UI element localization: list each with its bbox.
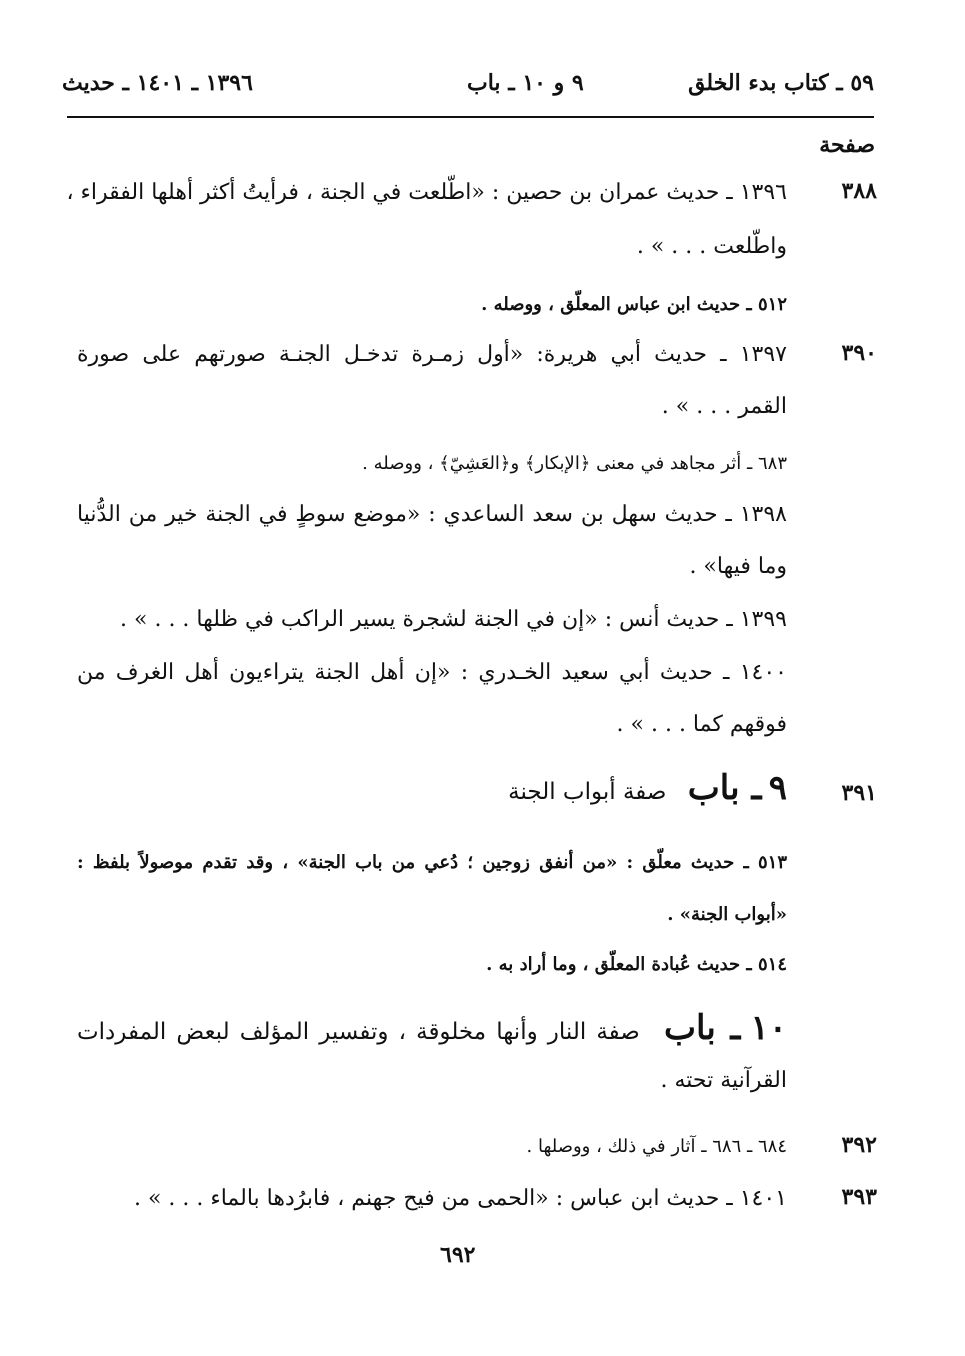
chapter-number: ١٠ [750, 1008, 788, 1048]
entry-line: وما فيها» . [689, 554, 787, 579]
entry-line: ١٣٩٩ ـ حديث أنس : «إن في الجنة لشجرة يسير الراكب في ظلها . . . » . [120, 607, 787, 632]
chapter-number: ٩ [768, 768, 787, 808]
header-book-title: ٥٩ ـ كتاب بدء الخلق [688, 70, 874, 96]
header-hadith-range: ١٣٩٦ ـ ١٤٠١ ـ حديث [62, 70, 253, 96]
page-ref: ٣٩٢ [841, 1132, 877, 1158]
entry-line: فوقهم كما . . . » . [616, 712, 787, 737]
running-header [62, 62, 874, 102]
entry-line: واطّلعت . . . » . [636, 234, 787, 259]
entry-line: ٥١٢ ـ حديث ابن عباس المعلّق ، ووصله . [481, 294, 787, 315]
entry-line: ١٣٩٧ ـ حديث أبي هريرة: «أول زمـرة تدخـل الجنـة صورتهم على صورة [77, 342, 787, 367]
entry-line: «أبواب الجنة» . [667, 904, 787, 925]
entry-line: ٥١٣ ـ حديث معلّق : «من أنفق زوجين ؛ دُعي من باب الجنة» ، وقد تقدم موصولاً بلفظ : [77, 852, 787, 873]
page-ref: ٣٩٣ [841, 1184, 877, 1210]
chapter-title: صفة أبواب الجنة [508, 779, 667, 805]
page-column-label: صفحة [819, 132, 875, 158]
header-rule [67, 116, 874, 118]
chapter-title-continued: القرآنية تحته . [660, 1068, 787, 1093]
chapter-heading [77, 1008, 787, 1048]
entry-line: ٦٨٣ ـ أثر مجاهد في معنى ﴿الإبكار﴾ و﴿العَشِيّ﴾ ، ووصله . [362, 453, 787, 474]
chapter-label: ـ باب [663, 1008, 741, 1048]
chapter-label: ـ باب [687, 768, 762, 808]
entry-line: ١٤٠١ ـ حديث ابن عباس : «الحمى من فيح جهنم ، فابرُدها بالماء . . . » . [133, 1186, 787, 1211]
page-ref: ٣٩١ [841, 780, 877, 806]
page-ref: ٣٨٨ [841, 178, 877, 204]
entry-line: ١٤٠٠ ـ حديث أبي سعيد الخـدري : «إن أهل الجنة يتراءيون أهل الغرف من [77, 660, 787, 685]
entry-line: ٥١٤ ـ حديث عُبادة المعلّق ، وما أراد به . [486, 954, 787, 975]
entry-line: ٦٨٤ ـ ٦٨٦ ـ آثار في ذلك ، ووصلها . [526, 1136, 787, 1157]
chapter-heading [508, 768, 787, 808]
entry-line: ١٣٩٨ ـ حديث سهل بن سعد الساعدي : «موضع سوطٍ في الجنة خير من الدُّنيا [77, 502, 787, 527]
page-number: ٦٩٢ [440, 1242, 476, 1268]
entry-line: القمر . . . » . [661, 394, 787, 419]
chapter-title: صفة النار وأنها مخلوقة ، وتفسير المؤلف لبعض المفردات [77, 1019, 640, 1045]
entry-line: ١٣٩٦ ـ حديث عمران بن حصين : «اطّلعت في الجنة ، فرأيتُ أكثر أهلها الفقراء ، [66, 180, 787, 205]
header-chapter: ٩ و ١٠ ـ باب [467, 70, 584, 96]
page-ref: ٣٩٠ [841, 340, 877, 366]
